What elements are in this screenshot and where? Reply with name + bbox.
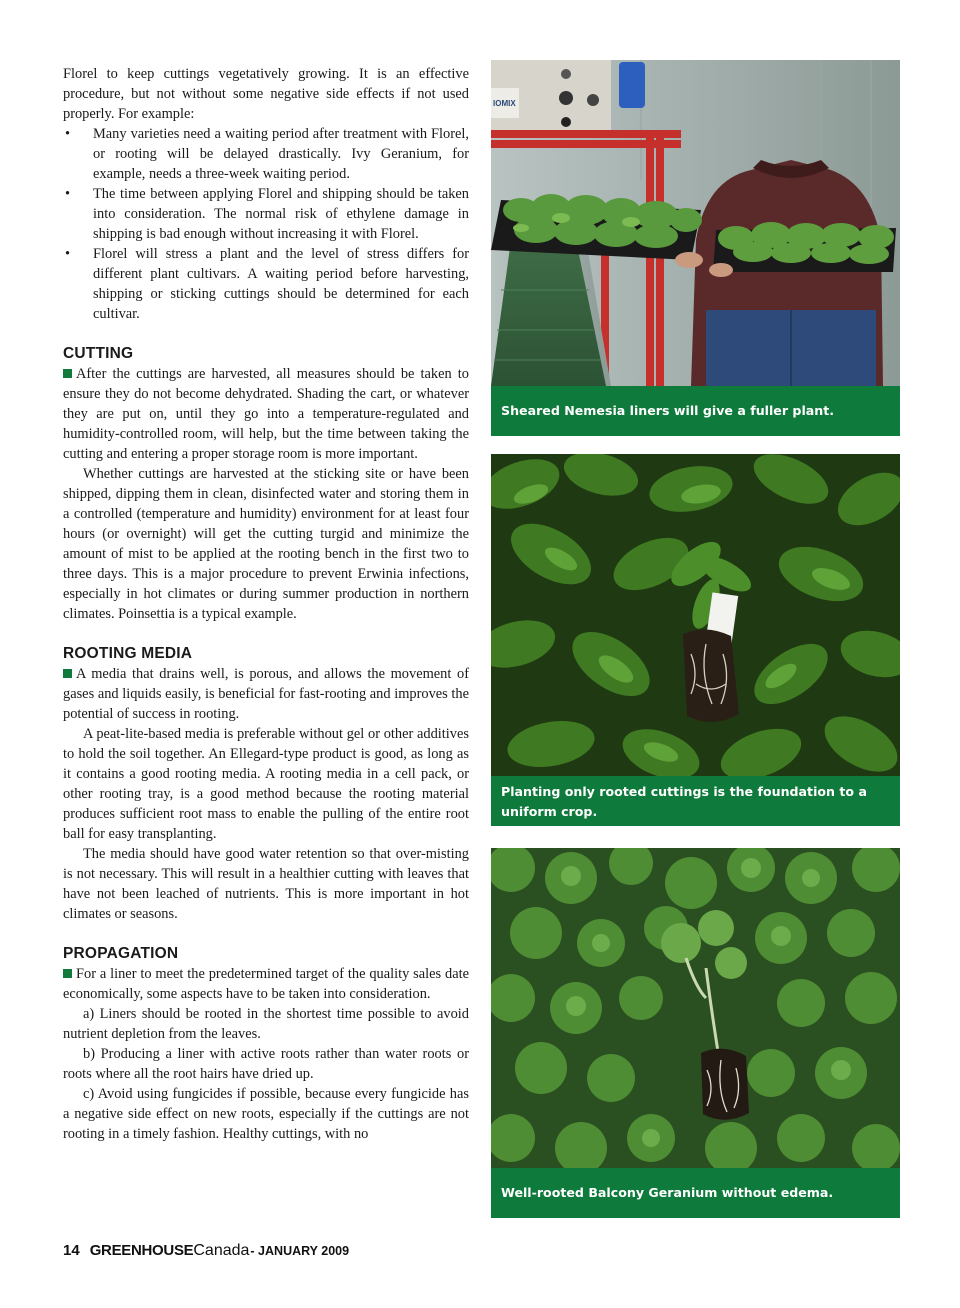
- photo-caption: Well-rooted Balcony Geranium without edema.: [491, 1168, 900, 1218]
- photo-caption: Sheared Nemesia liners will give a fuller plant.: [491, 386, 900, 436]
- rooting-paragraph-1: A media that drains well, is porous, and allows the movement of gases and liquids easily, is beneficial for fast-rooting and improves the potential of success in rooting.: [63, 666, 469, 722]
- article-body: [63, 64, 469, 1144]
- photo-caption: Planting only rooted cuttings is the foundation to a uniform crop.: [491, 776, 900, 826]
- page-footer: [63, 1242, 349, 1260]
- section-heading-propagation: PROPAGATION: [63, 945, 179, 962]
- rooting-paragraph-3: The media should have good water retention so that over-misting is not necessary. This will result in a healthier cutting with leaves that have not been leached of nutrients. This is more important in hot climates or seasons.: [63, 846, 469, 922]
- propagation-item-a: a) Liners should be rooted in the shortest time possible to avoid nutrient depletion from the leaves.: [63, 1006, 469, 1042]
- bullet-item: • Many varieties need a waiting period after treatment with Florel, or rooting will be delayed drastically. Ivy Geranium, for example, needs a three-week waiting period.: [63, 124, 469, 184]
- photo-nemesia-liners: [491, 60, 900, 386]
- section-marker-icon: [63, 669, 72, 678]
- issue-date: - JANUARY 2009: [250, 1244, 350, 1258]
- propagation-item-c: c) Avoid using fungicides if possible, because every fungicide has a negative side effect on new roots, especially if the cuttings are not rooting in a timely fashion. Healthy cuttings, with no: [63, 1086, 469, 1142]
- bullet-item: • The time between applying Florel and shipping should be taken into consideration. The normal risk of ethylene damage in shipping is bad enough without increasing it with Florel.: [63, 184, 469, 244]
- intro-paragraph: Florel to keep cuttings vegetatively growing. It is an effective procedure, but not without some negative side effects if not used properly. For example:: [63, 66, 469, 122]
- propagation-paragraph-1: For a liner to meet the predetermined target of the quality sales date economically, some aspects have to be taken into consideration.: [63, 966, 469, 1002]
- propagation-item-b: b) Producing a liner with active roots rather than water roots or roots where all the root hairs have dried up.: [63, 1046, 469, 1082]
- photo-balcony-geranium: [491, 848, 900, 1168]
- cutting-paragraph-2: Whether cuttings are harvested at the sticking site or have been shipped, dipping them in clean, disinfected water and storing them in a controlled (temperature and humidity) environment for at least four hours (or overnight) will get the cutting turgid and minimize the amount of mist to be applied at the rooting bench in the first two to three days. This is a major procedure to prevent Erwinia infections, especially in hot climates or during summer production in northern climates. Poinsettia is a typical example.: [63, 466, 469, 622]
- section-heading-cutting: CUTTING: [63, 345, 134, 362]
- section-marker-icon: [63, 369, 72, 378]
- photo-rooted-cutting: [491, 454, 900, 776]
- rooting-paragraph-2: A peat-lite-based media is preferable without gel or other additives to hold the soil together. An Ellegard-type product is good, as long as it contains a good rooting media. A rooting media in a cell pack, or other rooting tray, is a good method because the rooting material produces sufficient root mass to enable the pulling of the entire root ball for easy transplanting.: [63, 726, 469, 842]
- bullet-item: • Florel will stress a plant and the level of stress differs for different plant cultivars. A waiting period before harvesting, shipping or sticking cuttings should be determined for each cultivar.: [63, 244, 469, 324]
- section-marker-icon: [63, 969, 72, 978]
- section-heading-rooting-media: ROOTING MEDIA: [63, 645, 193, 662]
- page-number: 14: [63, 1242, 80, 1259]
- florel-bullet-list: [63, 124, 469, 324]
- magazine-name: GREENHOUSE: [89, 1242, 194, 1259]
- magazine-name-suffix: Canada: [193, 1242, 250, 1259]
- machine-label-text: IOMIX: [493, 99, 516, 108]
- cutting-paragraph-1: After the cuttings are harvested, all measures should be taken to ensure they do not become dehydrated. Shading the cart, or whatever they are put on, until they go into a temperature-regulated and humidity-controlled room, will help, but the time between taking the cutting and entering a proper storage room is more important.: [63, 366, 469, 462]
